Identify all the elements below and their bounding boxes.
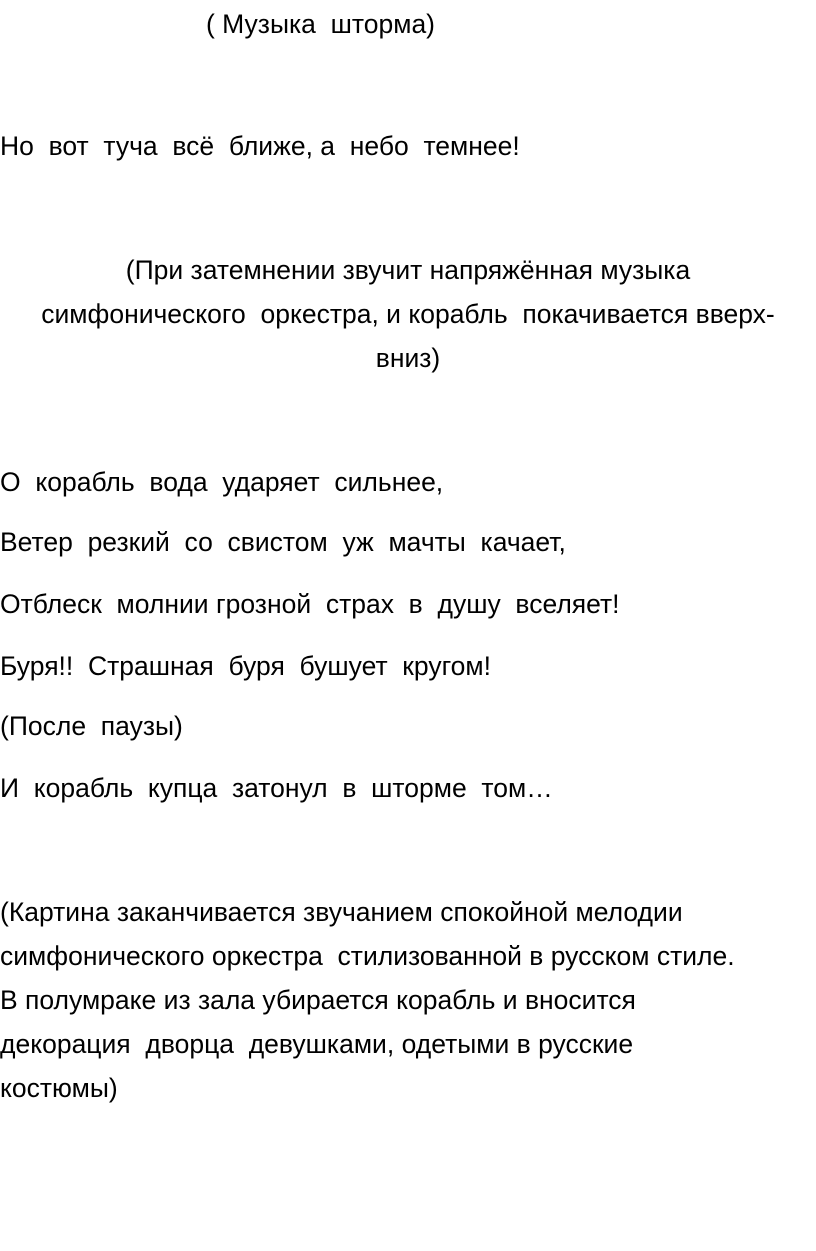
closing-direction-line: костюмы) — [0, 1073, 118, 1103]
verse-line: Ветер резкий со свистом уж мачты качает, — [0, 527, 566, 557]
music-cue: ( Музыка шторма) — [206, 9, 436, 39]
verse-line: И корабль купца затонул в шторме том… — [0, 773, 553, 803]
stage-direction-line: (При затемнении звучит напряжённая музыка — [125, 255, 691, 285]
verse-line: О корабль вода ударяет сильнее, — [0, 467, 444, 497]
verse-line: Отблеск молнии грозной страх в душу вселяет! — [0, 589, 620, 619]
verse-line: Буря!! Страшная буря бушует кругом! — [0, 651, 491, 681]
closing-direction-line: декорация дворца девушками, одетыми в русские — [0, 1029, 634, 1059]
closing-direction-line: симфонического оркестра стилизованной в русском стиле. — [0, 941, 735, 971]
closing-direction-line: В полумраке из зала убирается корабль и вносится — [0, 985, 636, 1015]
stage-note: (После паузы) — [0, 711, 183, 741]
verse-line-cloud: Но вот туча всё ближе, а небо темнее! — [0, 131, 520, 161]
stage-direction-line: симфонического оркестра, и корабль покачивается вверх- — [41, 299, 775, 329]
closing-direction-line: (Картина заканчивается звучанием спокойной мелодии — [0, 897, 683, 927]
stage-direction-line: вниз) — [375, 343, 441, 373]
